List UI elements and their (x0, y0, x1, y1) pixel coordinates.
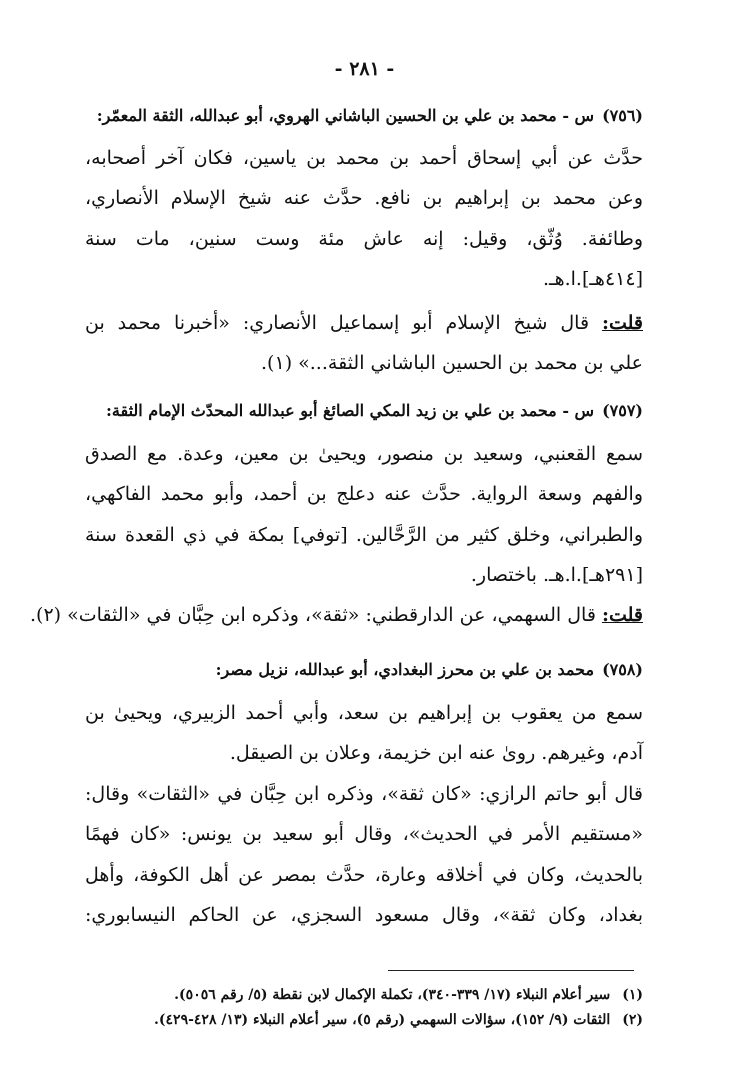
entry-title: س - محمد بن علي بن زيد المكي الصائغ أبو عبدالله المحدّث الإمام الثقة: (105, 401, 595, 420)
entry-heading-756 (85, 106, 643, 132)
entry-text-line: آدم، وغيرهم. روىٰ عنه ابن خزيمة، وعلان بن الصيقل. (229, 742, 643, 764)
entry-text-line: سمع القعنبي، وسعيد بن منصور، ويحيىٰ بن معين، وعدة. مع الصدق (85, 443, 643, 465)
entry-number: (٧٥٨) (602, 660, 643, 679)
entry-text-line: «مستقيم الأمر في الحديث»، وقال أبو سعيد بن يونس: «كان فهمًا (85, 823, 643, 845)
entry-text-line: والطبراني، وخلق كثير من الرَّحَّالين. [توفي] بمكة في ذي القعدة سنة (85, 524, 643, 546)
footnote-number: (٢) (622, 1012, 643, 1028)
qult-text: قال شيخ الإسلام أبو إسماعيل الأنصاري: «أخبرنا محمد بن (85, 312, 590, 334)
entry-text-line: حدَّث عن أبي إسحاق أحمد بن محمد بن ياسين، فكان آخر أصحابه، (85, 147, 643, 169)
qult-label: قلت: (601, 312, 643, 334)
entry-text-line: [٤١٤هـ].ا.هـ. (542, 268, 643, 290)
entry-text-line: وعن محمد بن إبراهيم بن نافع. حدَّث عنه شيخ الإسلام الأنصاري، (85, 187, 643, 209)
entry-text-line: سمع من يعقوب بن إبراهيم بن سعد، وأبي أحمد الزبيري، ويحيىٰ بن (85, 702, 643, 724)
qult-text-line: علي بن محمد بن الحسين الباشاني الثقة...» (١). (261, 352, 643, 374)
footnote (85, 1012, 643, 1034)
entry-text-line: بالحديث، وكان في أخلاقه وعارة، حدَّث بمصر عن أهل الكوفة، وأهل (85, 864, 643, 886)
qult-line (85, 309, 643, 339)
entry-text-line: وطائفة. وُثّق، وقيل: إنه عاش مئة وست سنين، مات سنة (85, 228, 643, 250)
entry-text-line: والفهم وسعة الرواية. حدَّث عنه دعلج بن أحمد، وأبو محمد الفاكهي، (85, 483, 643, 505)
qult-text: قال السهمي، عن الدارقطني: «ثقة»، وذكره ابن حِبَّان في «الثقات» (٢). (29, 604, 596, 626)
entry-title: محمد بن علي بن محرز البغدادي، أبو عبدالله، نزيل مصر: (215, 660, 595, 679)
entry-title: س - محمد بن علي بن الحسين الباشاني الهروي، أبو عبدالله، الثقة المعمّر: (96, 106, 595, 125)
entry-text-line: [٢٩١هـ].ا.هـ. باختصار. (470, 564, 643, 586)
footnote-text: سير أعلام النبلاء (١٧/ ٣٣٩-٣٤٠)، تكملة الإكمال لابن نقطة (٥/ رقم ٥٠٥٦). (174, 987, 611, 1003)
entry-heading-757 (85, 401, 643, 427)
entry-heading-758 (85, 660, 643, 686)
qult-label: قلت: (601, 604, 643, 626)
footnote-number: (١) (622, 987, 643, 1003)
footnote (85, 987, 643, 1009)
entry-number: (٧٥٦) (602, 106, 643, 125)
entry-text-line: قال أبو حاتم الرازي: «كان ثقة»، وذكره ابن حِبَّان في «الثقات» وقال: (85, 783, 643, 805)
page-number: - ٢٨١ - (334, 58, 395, 80)
entry-number: (٧٥٧) (602, 401, 643, 420)
footnote-divider (388, 970, 634, 971)
footnote-text: الثقات (٩/ ١٥٢)، سؤالات السهمي (رقم ٥)، سير أعلام النبلاء (١٣/ ٤٢٨-٤٢٩). (154, 1012, 611, 1028)
qult-line (29, 601, 643, 631)
entry-text-line: بغداد، وكان ثقة»، وقال مسعود السجزي، عن الحاكم النيسابوري: (85, 904, 643, 926)
